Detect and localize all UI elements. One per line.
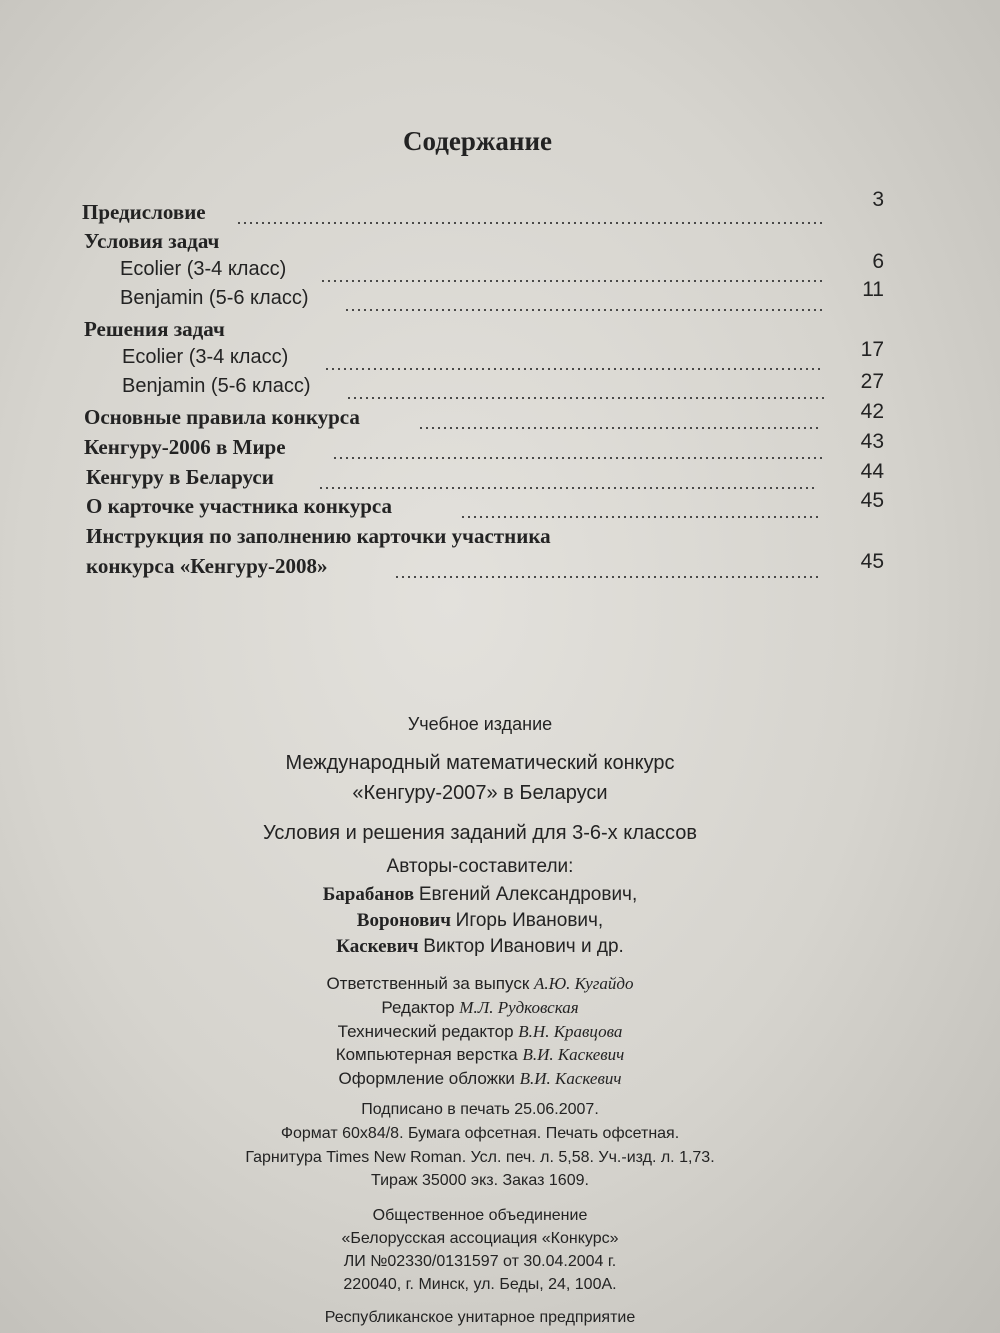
toc-entry-label: Условия задач [84,229,220,253]
credit-name: В.И. Каскевич [519,1069,622,1088]
toc-page-number: 43 [860,430,884,453]
toc-page-number: 6 [872,250,884,273]
toc-entry [82,524,882,554]
toc-entry-label: Ecolier (3-4 класс) [122,346,289,368]
toc-page-number: 45 [860,550,884,573]
credit-role: Ответственный за выпуск [326,974,530,993]
publisher-line: 220040, г. Минск, ул. Беды, 24, 100А. [343,1276,617,1293]
book-title-line-1: Международный математический конкурс [285,752,675,774]
print-info-line: Тираж 35000 экз. Заказ 1609. [371,1172,589,1189]
publisher-line: «Белорусская ассоциация «Конкурс» [341,1230,619,1247]
toc-entry-label: Предисловие [82,200,206,224]
credit-name: М.Л. Рудковская [459,998,579,1017]
toc-entry-label: Benjamin (5-6 класс) [122,375,311,397]
toc-leader-dots [236,222,822,224]
toc-leader-dots [394,576,822,578]
credit-name: В.Н. Кравцова [518,1022,623,1041]
credit-name: В.И. Каскевич [522,1045,625,1064]
toc-entry [82,400,884,435]
credit-role: Технический редактор [337,1022,514,1041]
author-name: Виктор Иванович и др. [423,936,624,957]
toc-leader-dots [332,457,822,459]
toc-entry [82,550,884,584]
authors-heading: Авторы-составители: [386,856,574,877]
toc-leader-dots [324,368,824,370]
print-info-line: Гарнитура Times New Roman. Усл. печ. л. 5,58. Уч.-изд. л. 1,73. [245,1149,715,1166]
toc-entry-label: Инструкция по заполнению карточки участника [86,524,551,548]
print-info-line: Формат 60х84/8. Бумага офсетная. Печать офсетная. [280,1125,680,1142]
toc-leader-dots [344,309,824,311]
toc-page-number: 11 [862,278,884,301]
toc-entry [82,250,884,288]
credit-line [0,1069,960,1089]
toc-entry-label: О карточке участника конкурса [86,494,392,518]
toc-entry-label: Кенгуру в Беларуси [86,465,274,489]
toc-page-number: 44 [860,460,884,483]
toc-entry [82,489,884,524]
toc-entry [82,338,884,376]
author-line [0,936,960,958]
toc-page-number: 3 [872,188,884,211]
toc-leader-dots [460,516,822,518]
author-line [0,910,960,932]
toc-entry-label: Кенгуру-2006 в Мире [84,435,286,459]
credit-line [0,974,960,994]
toc-entry-label: Основные правила конкурса [84,405,360,429]
publisher-line: Общественное объединение [372,1207,588,1224]
toc-leader-dots [346,397,824,399]
toc-leader-dots [318,487,818,489]
book-title-line-2: «Кенгуру-2007» в Беларуси [352,782,608,804]
credit-line [0,998,960,1018]
toc-page-number: 17 [860,338,884,361]
bleed-through-texture [80,62,85,85]
credit-line [0,1045,960,1065]
toc-entry [82,460,884,495]
author-surname: Каскевич [336,936,419,957]
printer-line: Республиканское унитарное предприятие [324,1309,636,1326]
toc-entry-label: Ecolier (3-4 класс) [120,258,287,280]
toc-title: Содержание [402,126,553,156]
toc-page-number: 27 [860,370,884,393]
toc-entry-label: Benjamin (5-6 класс) [120,287,309,309]
credit-line [0,1022,960,1042]
credit-role: Компьютерная верстка [335,1045,518,1064]
publisher-line: ЛИ №02330/0131597 от 30.04.2004 г. [343,1253,617,1270]
toc-leader-dots [418,427,822,429]
toc-page-number: 42 [860,400,884,423]
author-name: Игорь Иванович, [455,910,604,931]
toc-entry [82,370,884,405]
toc-page-number: 45 [860,489,884,512]
print-info-line: Подписано в печать 25.06.2007. [361,1101,599,1118]
author-name: Евгений Александрович, [418,884,638,905]
toc-section-heading [82,229,882,259]
credit-role: Редактор [381,998,455,1017]
toc-entry [82,278,884,317]
toc-entry [82,430,884,465]
credit-role: Оформление обложки [338,1069,515,1088]
author-line [0,884,960,906]
author-surname: Барабанов [322,884,415,905]
toc-entry [82,188,884,230]
author-surname: Воронович [356,910,451,931]
toc-entry-label: конкурса «Кенгуру-2008» [86,554,328,578]
toc-leader-dots [320,280,824,282]
book-subtitle: Условия и решения заданий для 3-6-х классов [263,822,697,844]
toc-section-heading [82,317,882,347]
credit-name: А.Ю. Кугайдо [534,974,634,993]
toc-entry-label: Решения задач [84,317,225,341]
edition-type: Учебное издание [407,714,553,734]
